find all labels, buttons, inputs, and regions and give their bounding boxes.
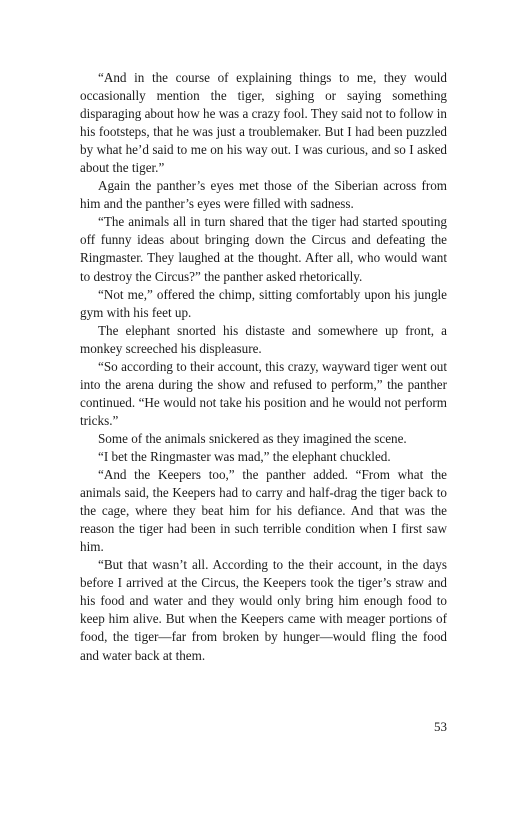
paragraph-9: “And the Keepers too,” the panther added. “From what the animals said, the Keepers had to carry and half-drag the tiger back to the cage, where they beat him for his defiance. And that was the reason the tiger had been in such terrible condition when I first saw him. — [80, 467, 447, 555]
paragraph-3: “The animals all in turn shared that the tiger had started spouting off funny ideas about bringing down the Circus and defeating the Ringmaster. They laughed at the thought. After all, who would want to destroy the Circus?” the panther asked rhetorically. — [80, 214, 447, 284]
paragraph-8: “I bet the Ringmaster was mad,” the elephant chuckled. — [98, 448, 391, 464]
page-number: 53 — [434, 719, 447, 734]
paragraph-1: “And in the course of explaining things to me, they would occasionally mention the tiger, sighing or saying something disparaging about how he was a crazy fool. They said not to follow in his footsteps, that he was just a troublemaker. But I had been puzzled by what he’d said to me on his way out. I was curious, and so I asked about the tiger.” — [80, 70, 447, 176]
paragraph-2: Again the panther’s eyes met those of the Siberian across from him and the panther’s eyes were filled with sadness. — [80, 178, 447, 212]
paragraph-5: The elephant snorted his distaste and somewhere up front, a monkey screeched his displeasure. — [80, 322, 447, 356]
body-text — [80, 69, 447, 665]
paragraph-6: “So according to their account, this crazy, wayward tiger went out into the arena during the show and refused to perform,” the panther continued. “He would not take his position and he would not perform tricks.” — [80, 358, 447, 428]
paragraph-7: Some of the animals snickered as they imagined the scene. — [98, 430, 407, 446]
paragraph-10: “But that wasn’t all. According to the their account, in the days before I arrived at the Circus, the Keepers took the tiger’s straw and his food and water and they would only bring him enough food to keep him alive. But when the Keepers came with meager portions of food, the tiger—far from broken by hunger—would fling the food and water back at them. — [80, 557, 447, 663]
paragraph-4: “Not me,” offered the chimp, sitting comfortably upon his jungle gym with his feet up. — [80, 286, 447, 320]
